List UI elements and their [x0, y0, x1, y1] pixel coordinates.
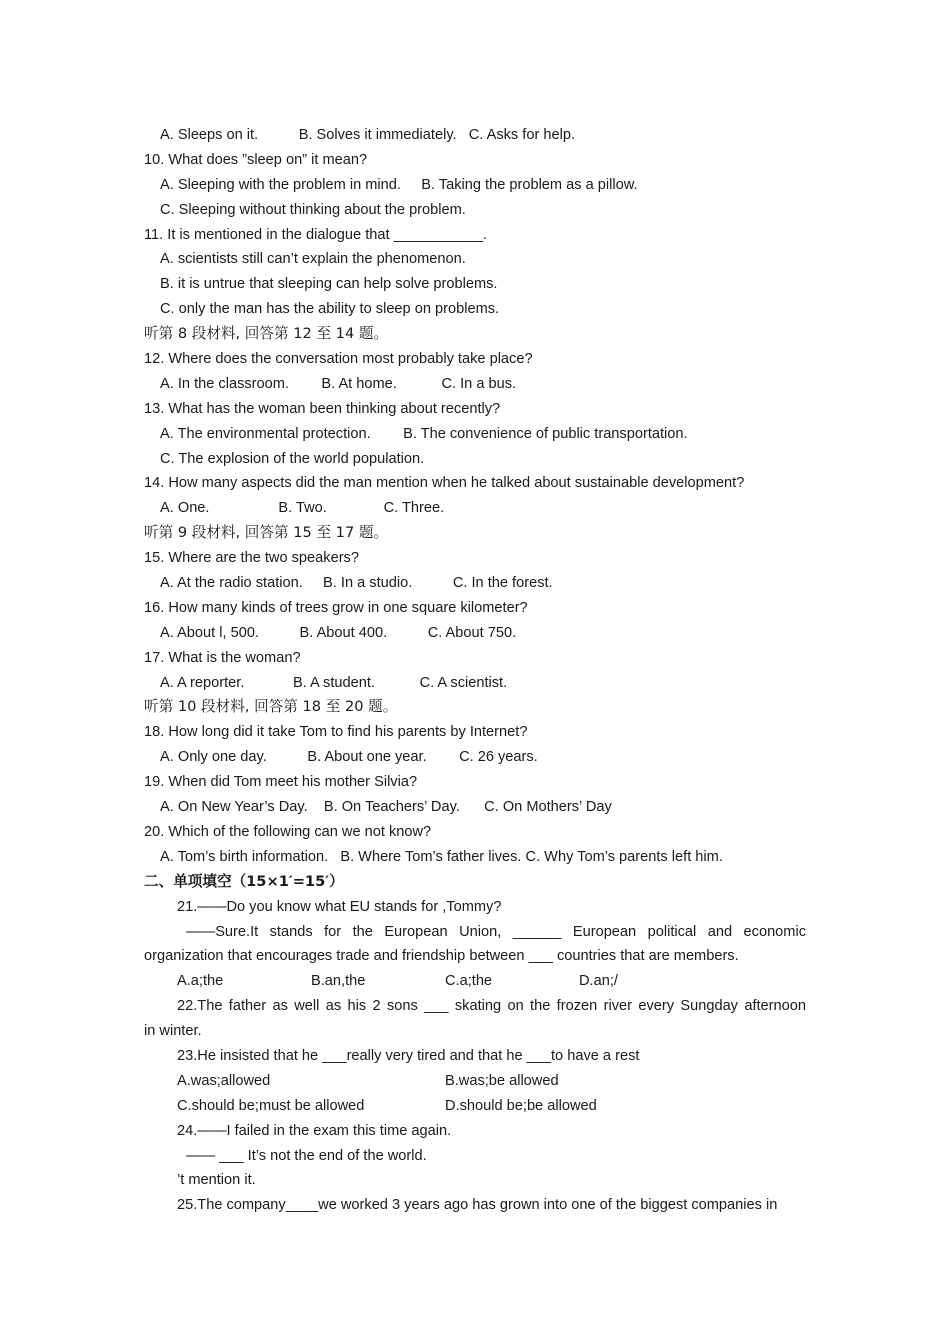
question-15: 15. Where are the two speakers?: [144, 550, 359, 567]
option-line: A. Tom’s birth information. B. Where Tom’s father lives. C. Why Tom’s parents left him.: [160, 848, 723, 865]
question-17: 17. What is the woman?: [144, 649, 301, 666]
option-line: C. only the man has the ability to sleep on problems.: [160, 301, 500, 318]
section-instruction: 听第 10 段材料, 回答第 18 至 20 题。: [144, 698, 398, 716]
option-d: D.should be;be allowed: [445, 1097, 597, 1114]
question-21: 21.——Do you know what EU stands for ,Tommy?: [177, 898, 502, 915]
option-a: A.a;the: [177, 973, 224, 990]
section-instruction: 听第 9 段材料, 回答第 15 至 17 题。: [144, 524, 389, 542]
option-d: D.an;/: [579, 973, 618, 990]
option-line: A. A reporter. B. A student. C. A scientist.: [160, 674, 508, 691]
option-b: B.an,the: [311, 973, 366, 990]
option-line: A. Sleeps on it. B. Solves it immediately. C. Asks for help.: [160, 127, 576, 143]
option-row: [144, 969, 806, 994]
question-13: 13. What has the woman been thinking about recently?: [144, 400, 501, 417]
question-21-continued: organization that encourages trade and friendship between ___ countries that are members.: [144, 948, 739, 965]
document-body: [144, 123, 806, 1218]
option-line: A. The environmental protection. B. The convenience of public transportation.: [160, 425, 688, 442]
option-line: A. Sleeping with the problem in mind. B. Taking the problem as a pillow.: [160, 176, 638, 193]
question-21-reply: ——Sure.It stands for the European Union, ______ European political and economic: [186, 923, 806, 940]
question-22-continued: in winter.: [144, 1023, 202, 1040]
question-12: 12. Where does the conversation most probably take place?: [144, 351, 533, 368]
question-23: 23.He insisted that he ___really very tired and that he ___to have a rest: [177, 1047, 640, 1064]
section-heading: 二、单项填空（15×1′=15′）: [144, 872, 344, 890]
question-19: 19. When did Tom meet his mother Silvia?: [144, 774, 418, 791]
question-11: 11. It is mentioned in the dialogue that ___________.: [144, 226, 487, 243]
option-line: A. At the radio station. B. In a studio. C. In the forest.: [160, 575, 553, 592]
question-14: 14. How many aspects did the man mention when he talked about sustainable development?: [144, 475, 745, 492]
option-line: A. scientists still can’t explain the phenomenon.: [160, 251, 466, 268]
option-line: A. In the classroom. B. At home. C. In a bus.: [160, 375, 517, 392]
question-24-fragment: ’t mention it.: [177, 1172, 256, 1189]
section-instruction: 听第 8 段材料, 回答第 12 至 14 题。: [144, 325, 389, 343]
option-line: A. About l, 500. B. About 400. C. About 750.: [160, 624, 517, 641]
option-line: A. On New Year’s Day. B. On Teachers’ Day. C. On Mothers’ Day: [160, 799, 612, 816]
question-10: 10. What does ”sleep on” it mean?: [144, 151, 368, 168]
option-line: C. The explosion of the world population.: [160, 450, 425, 467]
option-row: [144, 1094, 806, 1119]
option-row: [144, 1069, 806, 1094]
option-b: B.was;be allowed: [445, 1072, 559, 1089]
option-line: A. Only one day. B. About one year. C. 26 years.: [160, 749, 538, 766]
question-25: 25.The company____we worked 3 years ago has grown into one of the biggest companies in: [177, 1197, 778, 1214]
option-line: C. Sleeping without thinking about the problem.: [160, 201, 466, 218]
question-18: 18. How long did it take Tom to find his parents by Internet?: [144, 724, 528, 741]
option-c: C.a;the: [445, 973, 493, 990]
option-a: A.was;allowed: [177, 1072, 271, 1089]
question-24-reply: —— ___ It’s not the end of the world.: [186, 1147, 427, 1164]
option-line: B. it is untrue that sleeping can help solve problems.: [160, 276, 498, 293]
option-c: C.should be;must be allowed: [177, 1097, 365, 1114]
option-line: A. One. B. Two. C. Three.: [160, 500, 445, 517]
question-24: 24.——I failed in the exam this time again.: [177, 1122, 452, 1139]
question-16: 16. How many kinds of trees grow in one square kilometer?: [144, 599, 528, 616]
question-20: 20. Which of the following can we not know?: [144, 823, 432, 840]
question-22: 22.The father as well as his 2 sons ___ skating on the frozen river every Sungday afternoon: [177, 998, 806, 1015]
